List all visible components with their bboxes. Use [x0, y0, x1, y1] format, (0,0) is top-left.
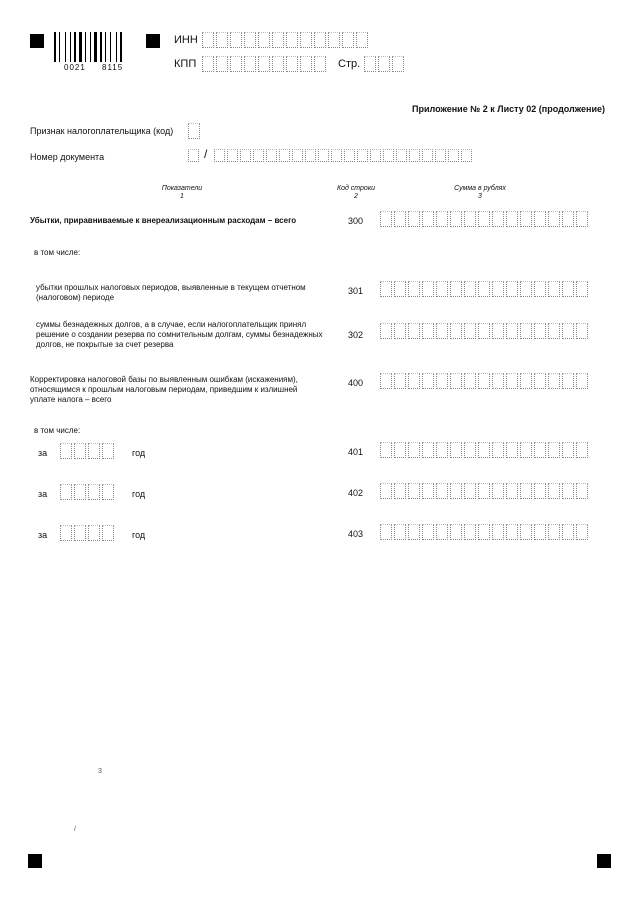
- input-cell[interactable]: [450, 281, 462, 297]
- input-cell[interactable]: [548, 524, 560, 540]
- input-cell[interactable]: [300, 32, 312, 48]
- input-cell[interactable]: [286, 32, 298, 48]
- input-cell[interactable]: [305, 149, 316, 162]
- input-cell[interactable]: [364, 56, 376, 72]
- input-cell[interactable]: [450, 524, 462, 540]
- input-cell[interactable]: [506, 211, 518, 227]
- input-cell[interactable]: [576, 323, 588, 339]
- input-cell[interactable]: [478, 323, 490, 339]
- input-cell[interactable]: [74, 525, 86, 541]
- input-cell[interactable]: [520, 483, 532, 499]
- document-number-part1[interactable]: [188, 149, 201, 162]
- input-cell[interactable]: [520, 323, 532, 339]
- input-cell[interactable]: [436, 281, 448, 297]
- input-cell[interactable]: [448, 149, 459, 162]
- row-401-amount[interactable]: [380, 442, 590, 458]
- input-cell[interactable]: [60, 525, 72, 541]
- barcode-bar: [72, 32, 73, 62]
- barcode-number-right: 8115: [102, 63, 124, 72]
- input-cell[interactable]: [576, 442, 588, 458]
- row-301-amount[interactable]: [380, 281, 590, 297]
- input-cell[interactable]: [562, 323, 574, 339]
- input-cell[interactable]: [216, 56, 228, 72]
- row-403-year[interactable]: [60, 525, 116, 541]
- barcode: [54, 32, 134, 62]
- input-cell[interactable]: [88, 525, 100, 541]
- input-cell[interactable]: [370, 149, 381, 162]
- input-cell[interactable]: [436, 373, 448, 389]
- input-cell[interactable]: [342, 32, 354, 48]
- input-cell[interactable]: [60, 484, 72, 500]
- input-cell[interactable]: [394, 483, 406, 499]
- barcode-bar: [112, 32, 115, 62]
- input-cell[interactable]: [506, 442, 518, 458]
- row-302-amount[interactable]: [380, 323, 590, 339]
- input-cell[interactable]: [478, 524, 490, 540]
- input-cell[interactable]: [422, 524, 434, 540]
- page-field[interactable]: [364, 56, 406, 72]
- input-cell[interactable]: [436, 323, 448, 339]
- barcode-bar: [116, 32, 117, 62]
- input-cell[interactable]: [478, 442, 490, 458]
- input-cell[interactable]: [534, 323, 546, 339]
- column-header-2: Код строки 2: [336, 185, 376, 200]
- input-cell[interactable]: [422, 281, 434, 297]
- row-300-amount[interactable]: [380, 211, 590, 227]
- row-300-label: Убытки, приравниваемые к внереализационным расходам – всего: [30, 216, 297, 225]
- input-cell[interactable]: [258, 32, 270, 48]
- row-402-suffix: год: [132, 489, 146, 499]
- barcode-bar: [103, 32, 104, 62]
- input-cell[interactable]: [380, 211, 392, 227]
- input-cell[interactable]: [436, 442, 448, 458]
- row-301-code: 301: [348, 286, 364, 296]
- input-cell[interactable]: [408, 442, 420, 458]
- input-cell[interactable]: [534, 483, 546, 499]
- input-cell[interactable]: [202, 32, 214, 48]
- input-cell[interactable]: [576, 211, 588, 227]
- taxpayer-flag-label: Признак налогоплательщика (код): [30, 126, 174, 136]
- stray-mark-slash: /: [74, 826, 76, 833]
- row-403-suffix: год: [132, 530, 146, 540]
- taxpayer-flag-field[interactable]: [188, 123, 202, 139]
- input-cell[interactable]: [520, 211, 532, 227]
- barcode-bar: [85, 32, 86, 62]
- stray-mark-digit: 3: [98, 768, 102, 775]
- input-cell[interactable]: [240, 149, 251, 162]
- input-cell[interactable]: [492, 281, 504, 297]
- barcode-bar: [87, 32, 89, 62]
- input-cell[interactable]: [534, 211, 546, 227]
- input-cell[interactable]: [314, 56, 326, 72]
- input-cell[interactable]: [380, 442, 392, 458]
- registration-marker-top-mid: [146, 34, 160, 48]
- row-402-code: 402: [348, 488, 364, 498]
- input-cell[interactable]: [478, 281, 490, 297]
- input-cell[interactable]: [380, 373, 392, 389]
- input-cell[interactable]: [253, 149, 264, 162]
- input-cell[interactable]: [74, 484, 86, 500]
- barcode-bar: [118, 32, 119, 62]
- input-cell[interactable]: [266, 149, 277, 162]
- input-cell[interactable]: [548, 323, 560, 339]
- input-cell[interactable]: [230, 32, 242, 48]
- input-cell[interactable]: [102, 484, 114, 500]
- row-301-label: убытки прошлых налоговых периодов, выявленные в текущем отчетном (налоговом) периоде: [36, 283, 306, 302]
- inn-label: ИНН: [174, 34, 198, 46]
- barcode-bar: [67, 32, 69, 62]
- input-cell[interactable]: [520, 442, 532, 458]
- row-402-year[interactable]: [60, 484, 116, 500]
- barcode-bar: [74, 32, 76, 62]
- input-cell[interactable]: [534, 281, 546, 297]
- row-302-label: суммы безнадежных долгов, а в случае, если налогоплательщик принял решение о создании резерва по сомнительным долгам, суммы безнадежных долгов, не покрытые за счет резерва: [36, 320, 323, 349]
- barcode-number-left: 0021: [64, 63, 86, 72]
- input-cell[interactable]: [492, 323, 504, 339]
- input-cell[interactable]: [492, 483, 504, 499]
- row-401-suffix: год: [132, 448, 146, 458]
- input-cell[interactable]: [534, 373, 546, 389]
- input-cell[interactable]: [422, 211, 434, 227]
- input-cell[interactable]: [506, 524, 518, 540]
- input-cell[interactable]: [279, 149, 290, 162]
- input-cell[interactable]: [396, 149, 407, 162]
- input-cell[interactable]: [492, 373, 504, 389]
- barcode-bar: [98, 32, 99, 62]
- row-401-year[interactable]: [60, 443, 116, 459]
- input-cell[interactable]: [314, 32, 326, 48]
- input-cell[interactable]: [576, 483, 588, 499]
- input-cell[interactable]: [461, 149, 472, 162]
- registration-marker-top-left: [30, 34, 44, 48]
- barcode-bar: [110, 32, 111, 62]
- row-403-prefix: за: [38, 530, 48, 540]
- input-cell[interactable]: [394, 373, 406, 389]
- input-cell[interactable]: [394, 524, 406, 540]
- page-label: Стр.: [338, 58, 361, 70]
- input-cell[interactable]: [435, 149, 446, 162]
- barcode-bar: [77, 32, 78, 62]
- input-cell[interactable]: [450, 211, 462, 227]
- input-cell[interactable]: [244, 56, 256, 72]
- input-cell[interactable]: [464, 373, 476, 389]
- barcode-bar: [94, 32, 97, 62]
- row-403-code: 403: [348, 529, 364, 539]
- input-cell[interactable]: [408, 281, 420, 297]
- input-cell[interactable]: [506, 373, 518, 389]
- kpp-label: КПП: [174, 58, 197, 70]
- input-cell[interactable]: [328, 32, 340, 48]
- barcode-bar: [70, 32, 71, 62]
- input-cell[interactable]: [520, 373, 532, 389]
- input-cell[interactable]: [356, 32, 368, 48]
- input-cell[interactable]: [548, 483, 560, 499]
- input-cell[interactable]: [392, 56, 404, 72]
- input-cell[interactable]: [272, 56, 284, 72]
- document-number-label: Номер документа: [30, 152, 105, 162]
- input-cell[interactable]: [576, 524, 588, 540]
- input-cell[interactable]: [214, 149, 225, 162]
- input-cell[interactable]: [272, 32, 284, 48]
- document-number-part2[interactable]: [214, 149, 474, 162]
- barcode-bar: [123, 32, 124, 62]
- input-cell[interactable]: [292, 149, 303, 162]
- input-cell[interactable]: [394, 281, 406, 297]
- row-300-including-label: в том числе:: [34, 248, 81, 257]
- input-cell[interactable]: [88, 443, 100, 459]
- input-cell[interactable]: [562, 373, 574, 389]
- input-cell[interactable]: [464, 524, 476, 540]
- barcode-bar: [61, 32, 64, 62]
- barcode-bar: [90, 32, 91, 62]
- input-cell[interactable]: [534, 524, 546, 540]
- input-cell[interactable]: [548, 211, 560, 227]
- input-cell[interactable]: [188, 149, 199, 162]
- input-cell[interactable]: [506, 483, 518, 499]
- input-cell[interactable]: [380, 281, 392, 297]
- barcode-bar: [107, 32, 109, 62]
- input-cell[interactable]: [102, 525, 114, 541]
- input-cell[interactable]: [88, 484, 100, 500]
- input-cell[interactable]: [380, 524, 392, 540]
- input-cell[interactable]: [464, 442, 476, 458]
- input-cell[interactable]: [478, 211, 490, 227]
- input-cell[interactable]: [394, 323, 406, 339]
- barcode-bar: [65, 32, 66, 62]
- input-cell[interactable]: [300, 56, 312, 72]
- row-300-code: 300: [348, 216, 364, 226]
- input-cell[interactable]: [318, 149, 329, 162]
- input-cell[interactable]: [357, 149, 368, 162]
- input-cell[interactable]: [216, 32, 228, 48]
- input-cell[interactable]: [450, 323, 462, 339]
- input-cell[interactable]: [436, 483, 448, 499]
- input-cell[interactable]: [380, 323, 392, 339]
- column-header-1: Показатели 1: [161, 185, 203, 200]
- input-cell[interactable]: [227, 149, 238, 162]
- input-cell[interactable]: [74, 443, 86, 459]
- input-cell[interactable]: [422, 442, 434, 458]
- input-cell[interactable]: [436, 524, 448, 540]
- barcode-bar: [57, 32, 58, 62]
- input-cell[interactable]: [408, 483, 420, 499]
- input-cell[interactable]: [380, 483, 392, 499]
- barcode-bar: [105, 32, 106, 62]
- input-cell[interactable]: [450, 483, 462, 499]
- row-400-including-label: в том числе:: [34, 426, 81, 435]
- input-cell[interactable]: [576, 373, 588, 389]
- barcode-bar: [120, 32, 122, 62]
- input-cell[interactable]: [520, 281, 532, 297]
- input-cell[interactable]: [436, 211, 448, 227]
- input-cell[interactable]: [464, 483, 476, 499]
- kpp-field[interactable]: [202, 56, 328, 72]
- input-cell[interactable]: [562, 211, 574, 227]
- input-cell[interactable]: [562, 281, 574, 297]
- barcode-bar: [59, 32, 60, 62]
- input-cell[interactable]: [464, 323, 476, 339]
- row-402-amount[interactable]: [380, 483, 590, 499]
- row-302-code: 302: [348, 330, 364, 340]
- input-cell[interactable]: [548, 281, 560, 297]
- row-401-code: 401: [348, 447, 364, 457]
- input-cell[interactable]: [102, 443, 114, 459]
- input-cell[interactable]: [422, 149, 433, 162]
- input-cell[interactable]: [60, 443, 72, 459]
- input-cell[interactable]: [464, 281, 476, 297]
- barcode-bar: [92, 32, 93, 62]
- input-cell[interactable]: [548, 373, 560, 389]
- input-cell[interactable]: [383, 149, 394, 162]
- input-cell[interactable]: [562, 483, 574, 499]
- input-cell[interactable]: [344, 149, 355, 162]
- input-cell[interactable]: [422, 483, 434, 499]
- barcode-bar: [54, 32, 56, 62]
- row-402-prefix: за: [38, 489, 48, 499]
- row-403-amount[interactable]: [380, 524, 590, 540]
- row-400-amount[interactable]: [380, 373, 590, 389]
- input-cell[interactable]: [331, 149, 342, 162]
- page-title: Приложение № 2 к Листу 02 (продолжение): [412, 104, 606, 114]
- input-cell[interactable]: [506, 323, 518, 339]
- input-cell[interactable]: [422, 323, 434, 339]
- row-401-prefix: за: [38, 448, 48, 458]
- input-cell[interactable]: [409, 149, 420, 162]
- input-cell[interactable]: [520, 524, 532, 540]
- input-cell[interactable]: [562, 524, 574, 540]
- input-cell[interactable]: [202, 56, 214, 72]
- input-cell[interactable]: [188, 123, 200, 139]
- input-cell[interactable]: [478, 373, 490, 389]
- barcode-bar: [100, 32, 102, 62]
- input-cell[interactable]: [408, 373, 420, 389]
- input-cell[interactable]: [394, 442, 406, 458]
- input-cell[interactable]: [506, 281, 518, 297]
- row-400-label: Корректировка налоговой базы по выявленным ошибкам (искажениям), относящимся к прошлым налоговым периодам, приведшим к излишней уплате налога – всего: [30, 375, 298, 404]
- input-cell[interactable]: [422, 373, 434, 389]
- barcode-bar: [79, 32, 82, 62]
- column-header-3: Сумма в рублях 3: [454, 185, 506, 200]
- input-cell[interactable]: [408, 323, 420, 339]
- input-cell[interactable]: [464, 211, 476, 227]
- row-400-code: 400: [348, 378, 364, 388]
- input-cell[interactable]: [378, 56, 390, 72]
- input-cell[interactable]: [230, 56, 242, 72]
- inn-field[interactable]: [202, 32, 370, 48]
- input-cell[interactable]: [450, 442, 462, 458]
- input-cell[interactable]: [394, 211, 406, 227]
- input-cell[interactable]: [576, 281, 588, 297]
- barcode-bar: [83, 32, 84, 62]
- input-cell[interactable]: [258, 56, 270, 72]
- input-cell[interactable]: [286, 56, 298, 72]
- input-cell[interactable]: [408, 211, 420, 227]
- input-cell[interactable]: [548, 442, 560, 458]
- input-cell[interactable]: [492, 211, 504, 227]
- input-cell[interactable]: [492, 442, 504, 458]
- input-cell[interactable]: [478, 483, 490, 499]
- registration-marker-bottom-right: [597, 854, 611, 868]
- registration-marker-bottom-left: [28, 854, 42, 868]
- input-cell[interactable]: [562, 442, 574, 458]
- input-cell[interactable]: [244, 32, 256, 48]
- document-number-separator: /: [204, 147, 208, 161]
- input-cell[interactable]: [492, 524, 504, 540]
- input-cell[interactable]: [408, 524, 420, 540]
- input-cell[interactable]: [450, 373, 462, 389]
- input-cell[interactable]: [534, 442, 546, 458]
